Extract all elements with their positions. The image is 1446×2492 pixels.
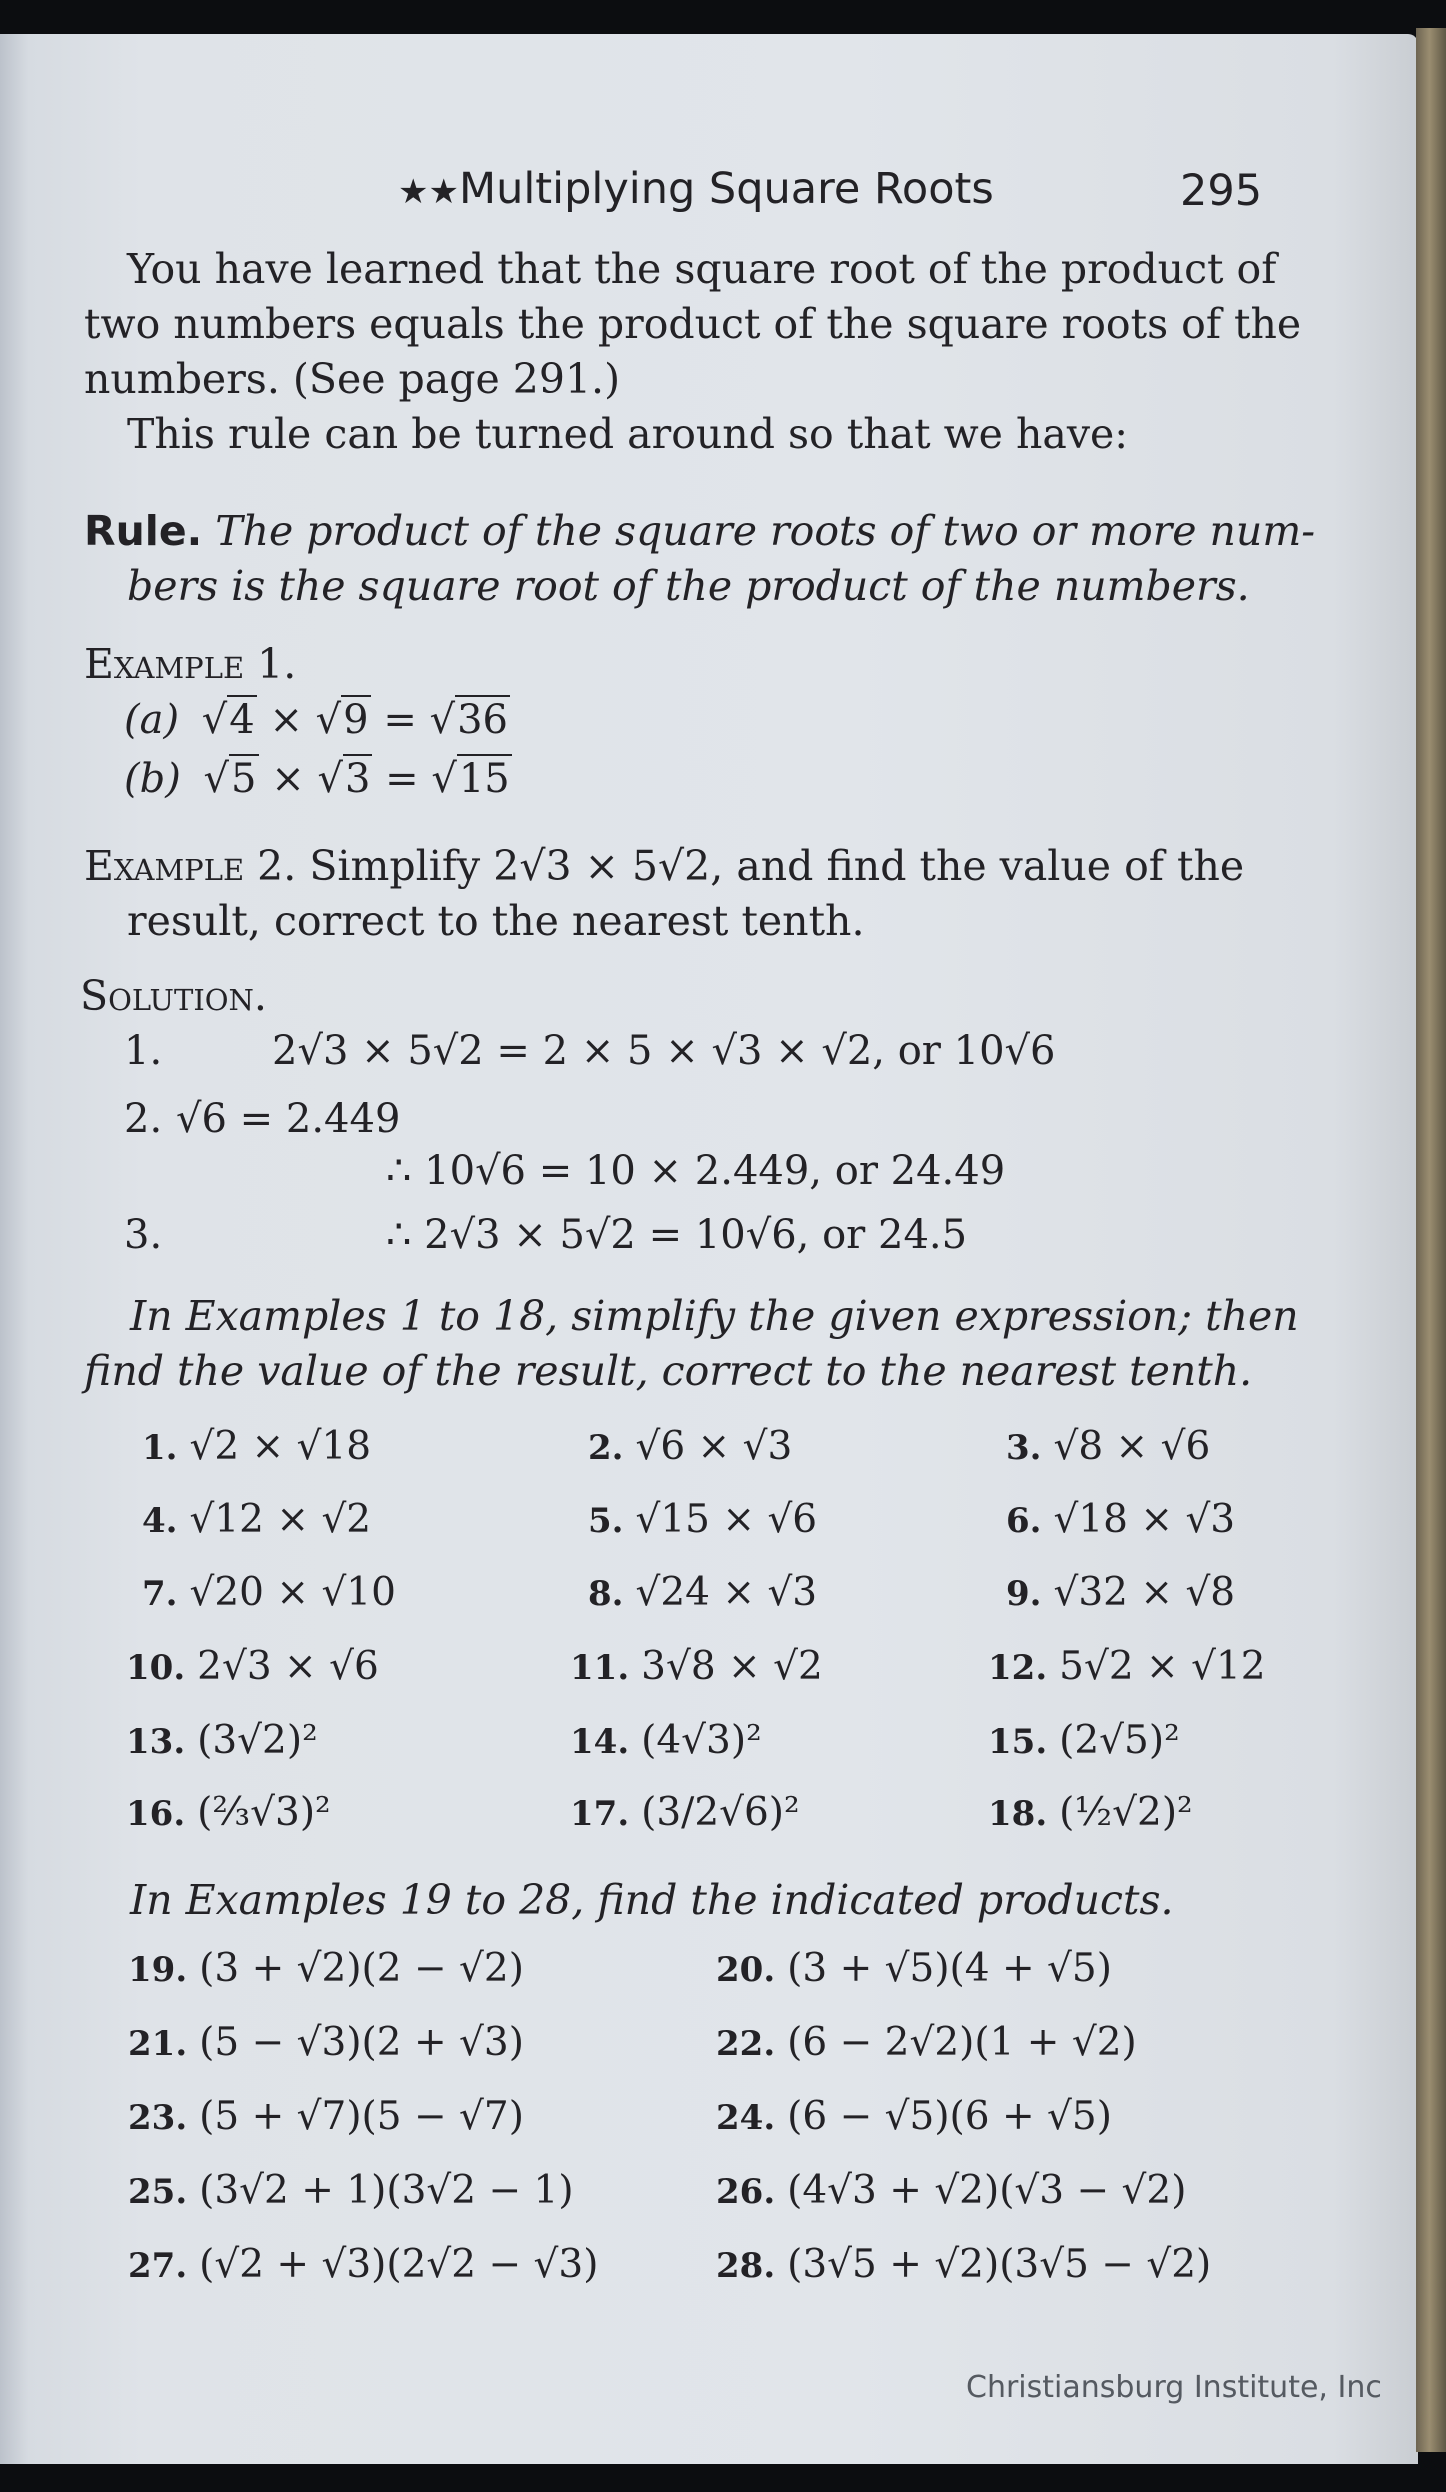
example-1b-label: (b) [124, 756, 181, 802]
exercise-item [988, 1790, 1193, 1835]
rule-label: Rule. [84, 507, 203, 555]
product-exercise-number: 21. [128, 2024, 188, 2064]
exercise-item [142, 1424, 371, 1469]
exercise-expression: 2√3 × √6 [197, 1644, 379, 1689]
section-title [398, 164, 994, 214]
product-exercise-expression: (3 + √5)(4 + √5) [787, 1946, 1112, 1991]
exercise-expression: (½√2)² [1059, 1790, 1193, 1835]
exercise-item [570, 1790, 800, 1835]
rule-line-1 [84, 507, 1315, 555]
exercise-number: 11. [570, 1648, 630, 1688]
page-edge [1416, 28, 1446, 2452]
product-exercise-number: 23. [128, 2098, 188, 2138]
exercise-expression: √12 × √2 [189, 1497, 372, 1542]
exercise-item [588, 1497, 817, 1542]
intro-line-1: You have learned that the square root of the product of [127, 245, 1277, 293]
exercise-number: 16. [126, 1794, 186, 1834]
exercise-item [570, 1718, 762, 1763]
instructions-2: In Examples 19 to 28, find the indicated products. [130, 1876, 1174, 1924]
exercise-number: 4. [142, 1501, 178, 1541]
product-exercise-number: 22. [716, 2024, 776, 2064]
product-exercise-item [716, 2094, 1112, 2139]
exercise-expression: √32 × √8 [1053, 1570, 1236, 1615]
exercise-number: 17. [570, 1794, 630, 1834]
page-number: 295 [1180, 166, 1263, 216]
exercise-number: 5. [588, 1501, 624, 1541]
star-icon: ★★ [398, 172, 459, 212]
product-exercise-number: 20. [716, 1950, 776, 1990]
product-exercise-number: 25. [128, 2172, 188, 2212]
example-1a-label: (a) [124, 697, 180, 743]
product-exercise-item [128, 1946, 524, 1991]
product-exercise-expression: (3√5 + √2)(3√5 − √2) [787, 2242, 1212, 2287]
instructions-1-line-1: In Examples 1 to 18, simplify the given expression; then [130, 1292, 1299, 1340]
solution-step-3: ∴ 2√3 × 5√2 = 10√6, or 24.5 [386, 1212, 968, 1258]
exercise-number: 13. [126, 1722, 186, 1762]
exercise-expression: 5√2 × √12 [1059, 1644, 1266, 1689]
exercise-number: 7. [142, 1574, 178, 1614]
product-exercise-number: 26. [716, 2172, 776, 2212]
exercise-expression: √24 × √3 [635, 1570, 818, 1615]
product-exercise-item [128, 2168, 574, 2213]
product-exercise-expression: (6 − √5)(6 + √5) [787, 2094, 1112, 2139]
product-exercise-item [716, 2020, 1137, 2065]
product-exercise-item [716, 2168, 1186, 2213]
exercise-number: 12. [988, 1648, 1048, 1688]
intro-line-3: numbers. (See page 291.) [84, 355, 621, 403]
product-exercise-expression: (3 + √2)(2 − √2) [199, 1946, 524, 1991]
product-exercise-expression: (3√2 + 1)(3√2 − 1) [199, 2168, 574, 2213]
exercise-number: 14. [570, 1722, 630, 1762]
rule-line-2: bers is the square root of the product of the numbers. [127, 562, 1250, 610]
exercise-item [126, 1644, 379, 1689]
product-exercise-number: 27. [128, 2246, 188, 2286]
exercise-number: 1. [142, 1428, 178, 1468]
product-exercise-expression: (6 − 2√2)(1 + √2) [787, 2020, 1137, 2065]
product-exercise-expression: (5 − √3)(2 + √3) [199, 2020, 524, 2065]
exercise-number: 2. [588, 1428, 624, 1468]
example-1b: (b) √5 × √3 = √15 [124, 756, 510, 802]
rule-text-1: The product of the square roots of two or more num- [215, 507, 1316, 555]
exercise-number: 6. [1006, 1501, 1042, 1541]
exercise-number: 9. [1006, 1574, 1042, 1614]
exercise-number: 3. [1006, 1428, 1042, 1468]
exercise-item [126, 1790, 331, 1835]
product-exercise-item [128, 2020, 524, 2065]
exercise-expression: √6 × √3 [635, 1424, 793, 1469]
watermark: Christiansburg Institute, Inc [966, 2370, 1382, 2405]
exercise-number: 8. [588, 1574, 624, 1614]
product-exercise-number: 19. [128, 1950, 188, 1990]
exercise-expression: (3√2)² [197, 1718, 318, 1763]
instructions-1-line-2: find the value of the result, correct to the nearest tenth. [84, 1347, 1253, 1395]
exercise-item [1006, 1570, 1235, 1615]
exercise-number: 15. [988, 1722, 1048, 1762]
exercise-item [1006, 1424, 1210, 1469]
exercise-expression: (3/2√6)² [641, 1790, 800, 1835]
product-exercise-number: 24. [716, 2098, 776, 2138]
exercise-item [588, 1424, 792, 1469]
exercise-expression: √15 × √6 [635, 1497, 818, 1542]
product-exercise-expression: (5 + √7)(5 − √7) [199, 2094, 524, 2139]
exercise-item [142, 1570, 396, 1615]
example-2-heading: Example 2. [84, 842, 297, 890]
intro-line-4: This rule can be turned around so that we have: [127, 410, 1129, 458]
exercise-item [1006, 1497, 1235, 1542]
solution-step-1-label: 1. [124, 1028, 163, 1074]
solution-heading: Solution. [80, 972, 267, 1020]
exercise-expression: √18 × √3 [1053, 1497, 1236, 1542]
solution-step-2b: ∴ 10√6 = 10 × 2.449, or 24.49 [386, 1148, 1006, 1194]
solution-step-2-label: 2. [124, 1096, 163, 1142]
exercise-item [988, 1644, 1266, 1689]
product-exercise-number: 28. [716, 2246, 776, 2286]
solution-step-3-label: 3. [124, 1212, 163, 1258]
solution-step-1: 2√3 × 5√2 = 2 × 5 × √3 × √2, or 10√6 [272, 1028, 1056, 1074]
exercise-expression: (4√3)² [641, 1718, 762, 1763]
product-exercise-expression: (√2 + √3)(2√2 − √3) [199, 2242, 599, 2287]
exercise-item [988, 1718, 1180, 1763]
exercise-item [142, 1497, 371, 1542]
exercise-expression: √2 × √18 [189, 1424, 372, 1469]
title-text: Multiplying Square Roots [458, 164, 994, 214]
exercise-item [588, 1570, 817, 1615]
example-1a: (a) √4 × √9 = √36 [124, 697, 508, 743]
example-2-line-2: result, correct to the nearest tenth. [127, 897, 865, 945]
exercise-expression: (⅔√3)² [197, 1790, 331, 1835]
intro-line-2: two numbers equals the product of the square roots of the [84, 300, 1302, 348]
example-2-line-1 [84, 842, 1244, 890]
example-2-text-1: Simplify 2√3 × 5√2, and find the value of the [309, 842, 1245, 890]
product-exercise-expression: (4√3 + √2)(√3 − √2) [787, 2168, 1187, 2213]
example-1-heading: Example 1. [84, 640, 297, 688]
exercise-expression: √20 × √10 [189, 1570, 396, 1615]
exercise-number: 18. [988, 1794, 1048, 1834]
solution-step-2: √6 = 2.449 [176, 1096, 401, 1142]
exercise-expression: √8 × √6 [1053, 1424, 1211, 1469]
exercise-item [570, 1644, 823, 1689]
product-exercise-item [128, 2094, 524, 2139]
exercise-item [126, 1718, 318, 1763]
product-exercise-item [128, 2242, 598, 2287]
product-exercise-item [716, 2242, 1211, 2287]
exercise-number: 10. [126, 1648, 186, 1688]
exercise-expression: 3√8 × √2 [641, 1644, 823, 1689]
exercise-expression: (2√5)² [1059, 1718, 1180, 1763]
product-exercise-item [716, 1946, 1112, 1991]
